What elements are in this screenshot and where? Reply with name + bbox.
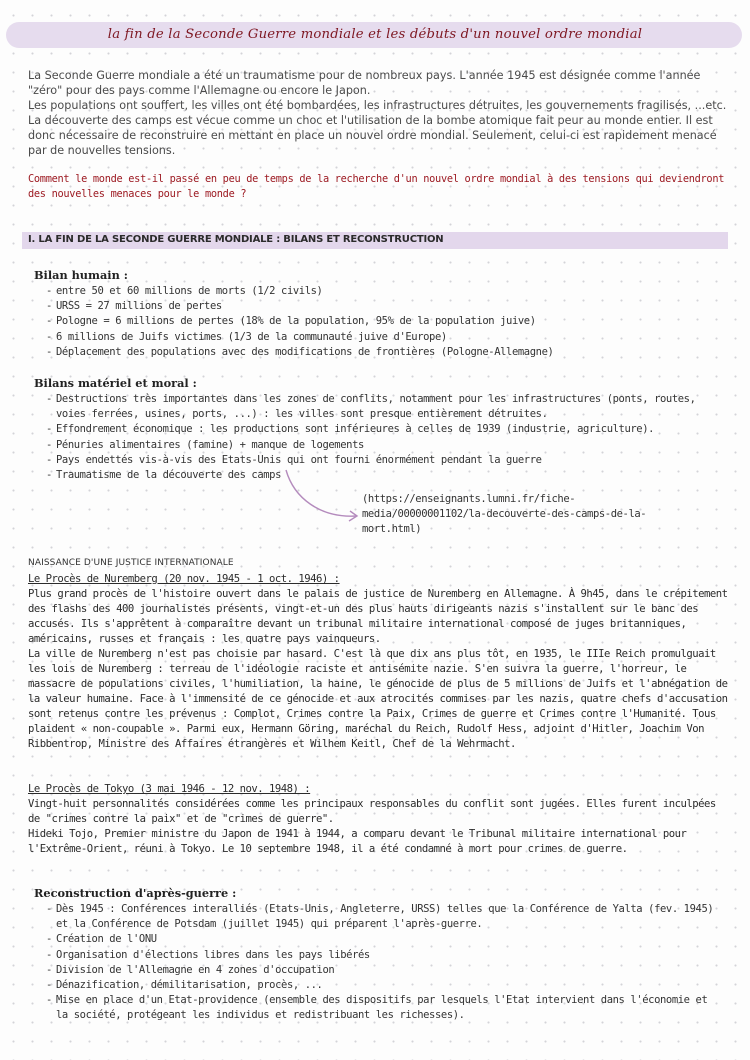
problem-question: Comment le monde est-il passé en peu de temps de la recherche d'un nouvel ordre mondial à des tensions qui deviendront des nouvelles menaces pour le monde ? [28, 173, 725, 200]
curved-arrow-icon [280, 466, 370, 526]
list-item: - Déplacement des populations avec des modifications de frontières (Pologne-Allemagne) [46, 345, 724, 360]
justice-label: NAISSANCE D'UNE JUSTICE INTERNATIONALE [28, 558, 234, 568]
nuremberg-title: Le Procès de Nuremberg (20 nov. 1945 - 1 oct. 1946) : [28, 573, 340, 585]
bilan-materiel-heading: Bilans matériel et moral : [34, 376, 197, 390]
list-item: - Effondrement économique : les productions sont inférieures à celles de 1939 (industrie, agriculture). [46, 422, 724, 437]
list-item: - Dénazification, démilitarisation, procès, ... [46, 978, 724, 993]
media-link[interactable]: (https://enseignants.lumni.fr/fiche-media/00000001102/la-decouverte-des-camps-de-la-mort.html) [362, 493, 647, 535]
list-item: - Mise en place d'un Etat-providence (ensemble des dispositifs par lesquels l'Etat intervient dans l'économie et la société, protégeant les individus et redistribuant les richesses). [46, 993, 724, 1023]
nuremberg-trial [28, 572, 728, 752]
tokyo-trial [28, 782, 728, 857]
section-title: I. LA FIN DE LA SECONDE GUERRE MONDIALE : BILANS ET RECONSTRUCTION [28, 234, 444, 245]
list-item: - Organisation d'élections libres dans les pays libérés [46, 948, 724, 963]
reconstruction [34, 886, 724, 1024]
tokyo-title: Le Procès de Tokyo (3 mai 1946 - 12 nov. 1948) : [28, 783, 311, 795]
bilan-materiel-list [46, 392, 724, 483]
tokyo-paragraph-2: Hideki Tojo, Premier ministre du Japon de 1941 à 1944, a comparu devant le Tribunal militaire international pour l'Extrême-Orient, réuni à Tokyo. Le 10 septembre 1948, il a été condamné à mort pour crimes de guerre. [28, 828, 687, 855]
nuremberg-paragraph-1: Plus grand procès de l'histoire ouvert dans le palais de justice de Nuremberg en Allemagne. À 9h45, dans le crépitement des flashs des 400 journalistes présents, vingt-et-un des plus hauts dirigeants nazis s'installent sur le banc des accusés. Ils s'apprêtent à comparaître devant un tribunal militaire international composé de juges britanniques, américains, russes et français : les quatre pays vainqueurs. [28, 588, 728, 645]
tokyo-paragraph-1: Vingt-huit personnalités considérées comme les principaux responsables du conflit sont jugées. Elles furent inculpées de "crimes contre la paix" et de "crimes de guerre". [28, 798, 716, 825]
list-item: - entre 50 et 60 millions de morts (1/2 civils) [46, 284, 724, 299]
list-item: - Création de l'ONU [46, 932, 724, 947]
list-item: - Destructions très importantes dans les zones de conflits, notamment pour les infrastructures (ponts, routes, voies ferrées, usines, ports, ...) : les villes sont presque entièrement détruites. [46, 392, 724, 422]
bilan-humain-list [46, 284, 724, 360]
list-item: - Pénuries alimentaires (famine) + manque de logements [46, 438, 724, 453]
bilan-materiel [34, 376, 724, 483]
intro [28, 68, 728, 158]
reconstruction-heading: Reconstruction d'après-guerre : [34, 886, 237, 900]
intro-paragraph-2: Les populations ont souffert, les villes ont été bombardées, les infrastructures détruites, les gouvernements fragilisés, ...etc. La découverte des camps est vécue comme un choc et l'utilisation de la bombe atomique fait peur au monde entier. Il est donc nécessaire de reconstruire en mettant en place un nouvel ordre mondial. Seulement, celui-ci est rapidement menacé par de nouvelles tensions. [28, 99, 727, 157]
intro-paragraph-1: La Seconde Guerre mondiale a été un traumatisme pour de nombreux pays. L'année 1945 est désignée comme l'année "zéro" pour des pays comme l'Allemagne ou encore le Japon. [28, 69, 701, 97]
list-item: - Pologne = 6 millions de pertes (18% de la population, 95% de la population juive) [46, 314, 724, 329]
list-item: - URSS = 27 millions de pertes [46, 299, 724, 314]
list-item: - Dès 1945 : Conférences interalliés (Etats-Unis, Angleterre, URSS) telles que la Conférence de Yalta (fev. 1945) et la Conférence de Potsdam (juillet 1945) qui préparent l'après-guerre. [46, 902, 724, 932]
bilan-humain-heading: Bilan humain : [34, 268, 128, 282]
page-title: la fin de la Seconde Guerre mondiale et les débuts d'un nouvel ordre mondial [107, 27, 643, 42]
bilan-humain [34, 268, 724, 360]
nuremberg-paragraph-2: La ville de Nuremberg n'est pas choisie par hasard. C'est là que dix ans plus tôt, en 1935, le IIIe Reich promulguait les lois de Nuremberg : terreau de l'idéologie raciste et antisémite nazie. S'en suivra la guerre, l'horreur, le massacre de populations civiles, l'humiliation, la haine, le génocide de plus de 5 millions de Juifs et l'abnégation de la valeur humaine. Face à l'immensité de ce génocide et aux atrocités commises par les nazis, quatre chefs d'accusation sont retenus contre les prévenus : Complot, Crimes contre la Paix, Crimes de guerre et Crimes contre l'Humanité. Tous plaident « non-coupable ». Parmi eux, Hermann Göring, maréchal du Reich, Rudolf Hess, adjoint d'Hitler, Joachim Von Ribbentrop, Ministre des Affaires étrangères et Wilhem Keitl, Chef de la Wehrmacht. [28, 648, 728, 750]
list-item: - Division de l'Allemagne en 4 zones d'occupation [46, 963, 724, 978]
list-item: - Traumatisme de la découverte des camps [46, 468, 724, 483]
list-item: - Pays endettés vis-à-vis des Etats-Unis qui ont fourni énormément pendant la guerre [46, 453, 724, 468]
reconstruction-list [46, 902, 724, 1024]
list-item: - 6 millions de Juifs victimes (1/3 de la communauté juive d'Europe) [46, 330, 724, 345]
